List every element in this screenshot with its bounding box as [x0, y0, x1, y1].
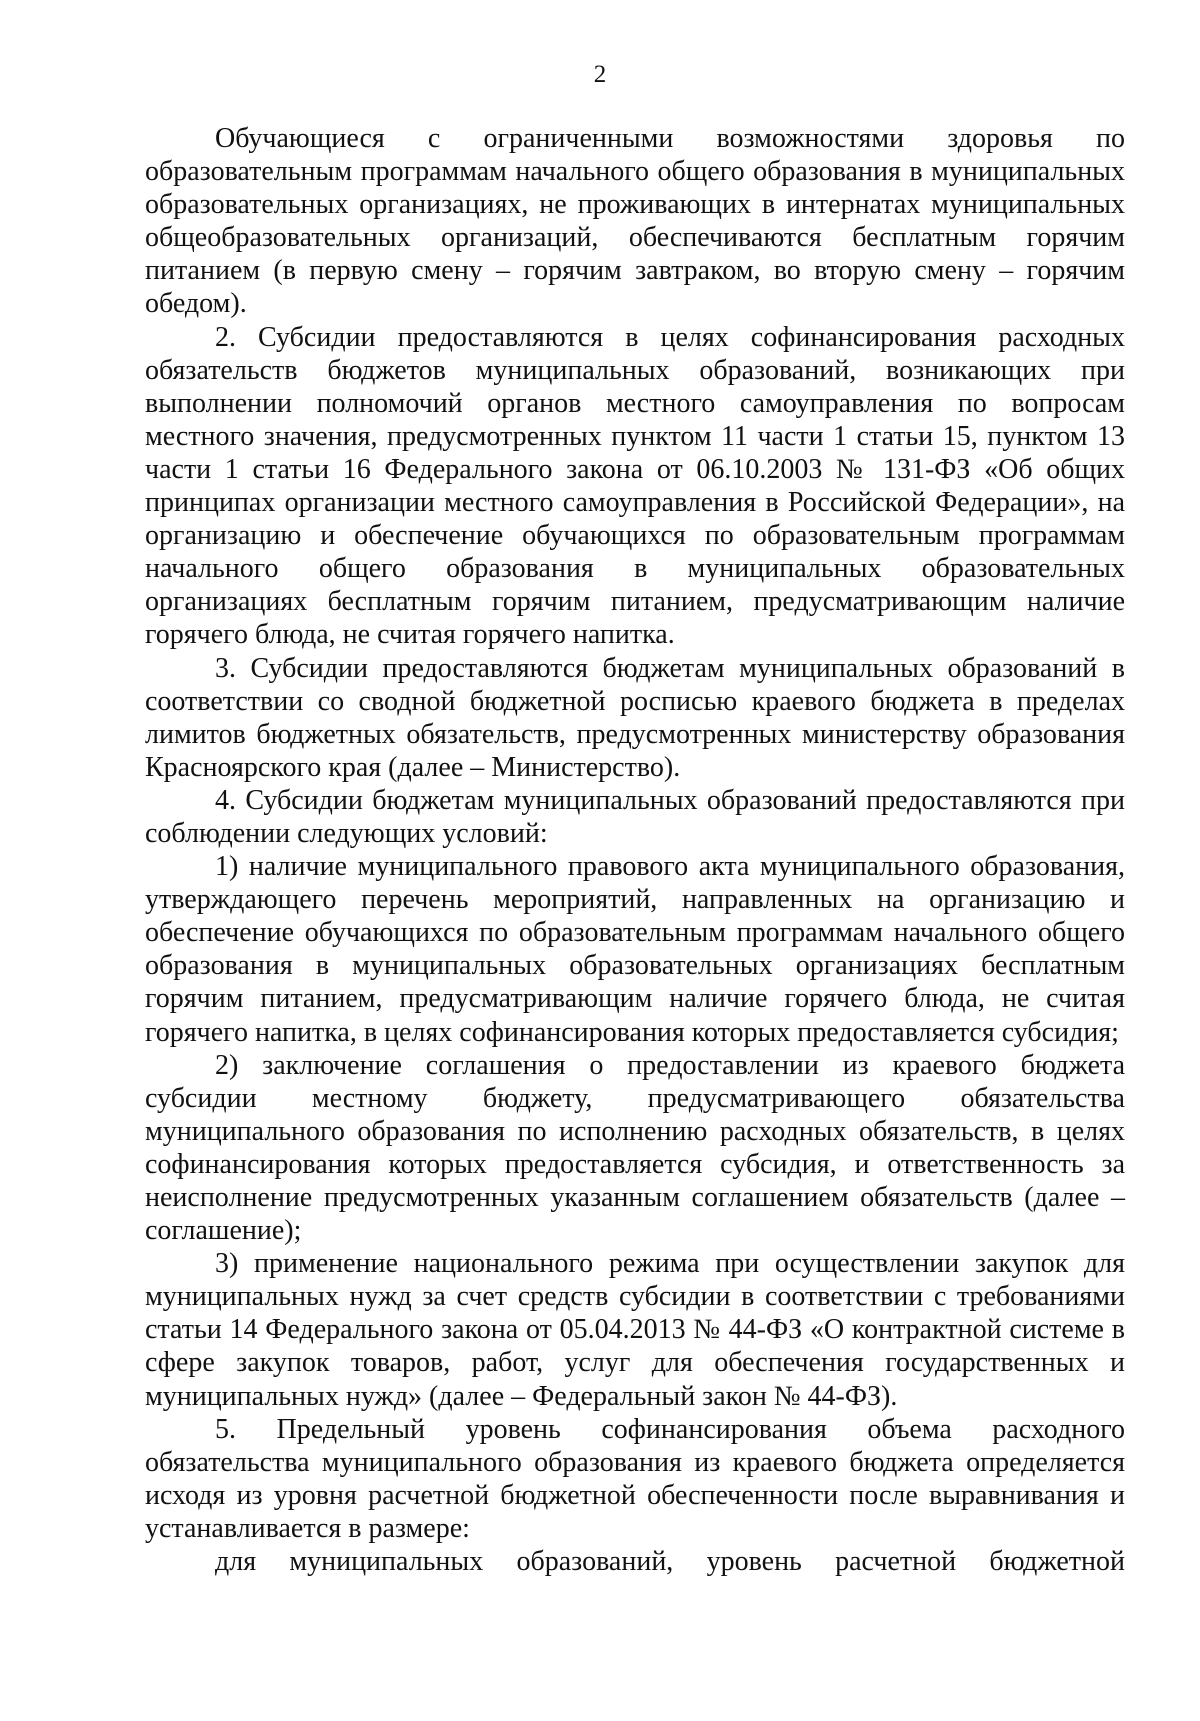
- document-body: [145, 122, 1125, 1578]
- paragraph-5-cofinancing-level: 5. Предельный уровень софинансирования объема расходного обязательства муниципального образования из краевого бюджета определяется исходя из уровня расчетной бюджетной обеспеченности после выравнивания и устанавливается в размере:: [145, 1413, 1125, 1544]
- paragraph-2-subsidy-purpose: 2. Субсидии предоставляются в целях софинансирования расходных обязательств бюджетов муниципальных образований, возникающих при выполнении полномочий органов местного самоуправления по вопросам местного значения, предусмотренных пунктом 11 части 1 статьи 15, пунктом 13 части 1 статьи 16 Федерального закона от 06.10.2003 № 131-ФЗ «Об общих принципах организации местного самоуправления в Российской Федерации», на организацию и обеспечение обучающихся по образовательным программам начального общего образования в муниципальных образовательных организациях бесплатным горячим питанием, предусматривающим наличие горячего блюда, не считая горячего напитка.: [145, 321, 1125, 651]
- condition-item-3: 3) применение национального режима при осуществлении закупок для муниципальных нужд за счет средств субсидии в соответствии с требованиями статьи 14 Федерального закона от 05.04.2013 № 44-ФЗ «О контрактной системе в сфере закупок товаров, работ, услуг для обеспечения государственных и муниципальных нужд» (далее – Федеральный закон № 44-ФЗ).: [145, 1248, 1125, 1412]
- paragraph-students-disabilities: Обучающиеся с ограниченными возможностями здоровья по образовательным программам начального общего образования в муниципальных образовательных организациях, не проживающих в интернатах муниципальных общеобразовательных организаций, обеспечиваются бесплатным горячим питанием (в первую смену – горячим завтраком, во вторую смену – горячим обедом).: [145, 123, 1125, 320]
- condition-item-1: 1) наличие муниципального правового акта муниципального образования, утверждающего перечень мероприятий, направленных на организацию и обеспечение обучающихся по образовательным программам начального общего образования в муниципальных образовательных организациях бесплатным горячим питанием, предусматривающим наличие горячего блюда, не считая горячего напитка, в целях софинансирования которых предоставляется субсидия;: [145, 851, 1125, 1048]
- condition-item-2: 2) заключение соглашения о предоставлении из краевого бюджета субсидии местному бюджету, предусматривающего обязательства муниципального образования по исполнению расходных обязательств, в целях софинансирования которых предоставляется субсидия, и ответственность за неисполнение предусмотренных указанным соглашением обязательств (далее – соглашение);: [145, 1049, 1125, 1247]
- paragraph-4-conditions: 4. Субсидии бюджетам муниципальных образований предоставляются при соблюдении следующих условий:: [145, 784, 1125, 849]
- page-number: 2: [593, 61, 607, 88]
- paragraph-3-subsidy-budgets: 3. Субсидии предоставляются бюджетам муниципальных образований в соответствии со сводной бюджетной росписью краевого бюджета в пределах лимитов бюджетных обязательств, предусмотренных министерству образования Красноярского края (далее – Министерство).: [145, 652, 1125, 783]
- paragraph-continued-fragment: для муниципальных образований, уровень расчетной бюджетной: [215, 1546, 1125, 1578]
